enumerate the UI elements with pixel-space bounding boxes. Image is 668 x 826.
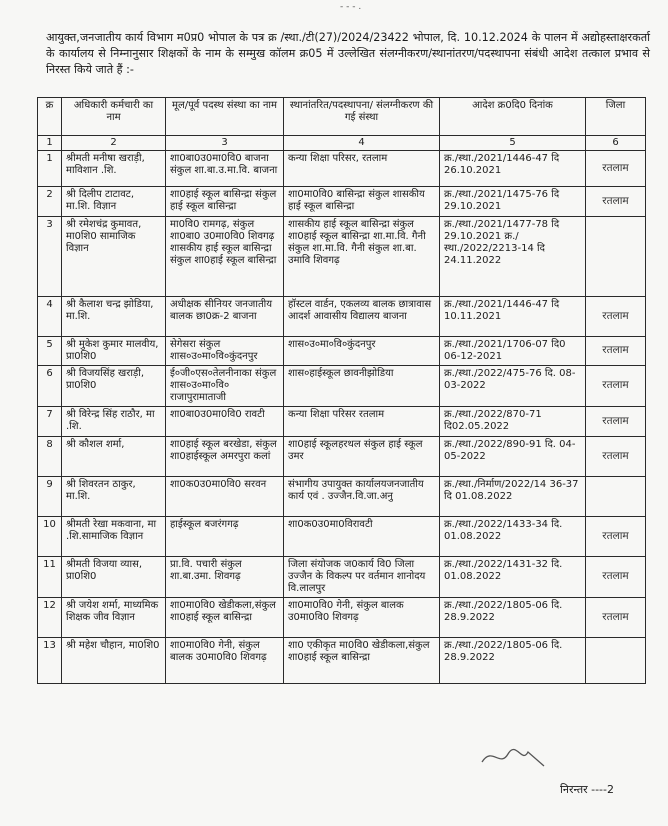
order-cell: क्र./स्था./2022/475-76 दि. 08-03-2022 (440, 366, 586, 407)
table-row (38, 517, 646, 557)
district-cell: रतलाम (586, 517, 646, 557)
table-header (38, 98, 646, 151)
table-row (38, 151, 646, 187)
original-institution-cell: शा0हाई स्कूल बासिन्द्रा संकुल हाई स्कूल बासिन्द्रा (166, 187, 284, 217)
transferred-institution-cell: शास०हाईस्कूल छावनीझोडिया (284, 366, 440, 407)
employee-name-cell: श्री मुकेश कुमार मालवीय, प्रा0शि0 (62, 337, 166, 366)
col-number: 4 (284, 136, 440, 151)
employee-name-cell: श्रीमती रेखा मकवाना, मा .शि.सामाजिक विज्ञान (62, 517, 166, 557)
serial-cell: 13 (38, 638, 62, 684)
table-row (38, 477, 646, 517)
intro-paragraph: आयुक्त,जनजातीय कार्य विभाग म0प्र0 भोपाल के पत्र क्र /स्था./टी(27)/2024/23422 भोपाल, दि. 10.12.2024 के पालन में अद्योहस्ताक्षरकर्ता के कार्यालय से निम्नानुसार शिक्षकों के नाम के सम्मुख कॉलम क्र05 में उल्लेखित संलग्नीकरण/स्थानांतरण/पदस्थापना संबंधी आदेश तत्काल प्रभाव से निरस्त किये जाते हैं :- (46, 31, 650, 76)
district-cell: रतलाम (586, 337, 646, 366)
table-row (38, 337, 646, 366)
table-body (38, 151, 646, 684)
serial-cell: 10 (38, 517, 62, 557)
original-institution-cell: शा0मा0वि0 गेनी, संकुल बालक उ0मा0वि0 शिवगढ़ (166, 638, 284, 684)
col-number: 6 (586, 136, 646, 151)
header-transferred-institution: स्थानांतरित/पदस्थापना/ संलग्नीकरण की गई संस्था (284, 98, 440, 136)
transferred-institution-cell: शा0मा0वि0 गेनी, संकुल बालक उ0मा0वि0 शिवगढ़ (284, 598, 440, 638)
district-cell: रतलाम (586, 366, 646, 407)
transferred-institution-cell: शास०उ०मा०वि०कुंदनपुर (284, 337, 440, 366)
serial-cell: 2 (38, 187, 62, 217)
original-institution-cell: ई०जी०एस०तेलनीनाका संकुल शास०उ०मा०वि० राजापुरामाताजी (166, 366, 284, 407)
order-cell: क्र./स्था./निर्माण/2022/14 36-37 दि 01.08.2022 (440, 477, 586, 517)
table-row (38, 437, 646, 477)
district-cell: रतलाम (586, 437, 646, 477)
table-row (38, 407, 646, 437)
serial-cell: 9 (38, 477, 62, 517)
header-order: आदेश क्र0दि0 दिनांक (440, 98, 586, 136)
district-cell: रतलाम (586, 557, 646, 598)
col-number: 5 (440, 136, 586, 151)
serial-cell: 6 (38, 366, 62, 407)
order-cell: क्र./स्था./2021/1477-78 दि 29.10.2021 क्र./स्था./2022/2213-14 दि 24.11.2022 (440, 217, 586, 297)
transferred-institution-cell: शा0 एकीकृत मा0वि0 खेडीकला,संकुल शा0हाई स्कूल बासिन्द्रा (284, 638, 440, 684)
employee-name-cell: श्री विजयसिंह खराड़ी, प्रा0शि0 (62, 366, 166, 407)
original-institution-cell: हाईस्कूल बजरंगगढ़ (166, 517, 284, 557)
header-district: जिला (586, 98, 646, 136)
table-row (38, 297, 646, 337)
employee-name-cell: श्री कैलाश चन्द्र झोडिया, मा.शि. (62, 297, 166, 337)
header-serial: क्र (38, 98, 62, 136)
serial-cell: 3 (38, 217, 62, 297)
employee-name-cell: श्री विरेन्द्र सिंह राठौर, मा .शि. (62, 407, 166, 437)
district-cell: रतलाम (586, 598, 646, 638)
district-cell (586, 477, 646, 517)
order-cell: क्र./स्था./2022/890-91 दि. 04-05-2022 (440, 437, 586, 477)
original-institution-cell: शा0बा0उ0मा0वि0 बाजना संकुल शा.बा.उ.मा.वि. बाजना (166, 151, 284, 187)
transferred-institution-cell: शा0मा0वि0 बासिन्द्रा संकुल शासकीय हाई स्कूल बासिन्द्रा (284, 187, 440, 217)
serial-cell: 5 (38, 337, 62, 366)
employee-name-cell: श्री रमेशचंद्र कुमावत, मा0शि0 सामाजिक विज्ञान (62, 217, 166, 297)
district-cell: रतलाम (586, 151, 646, 187)
transferred-institution-cell: हॉस्टल वार्डन, एकलव्य बालक छात्रावास आदर्श आवासीय विद्यालय बाजना (284, 297, 440, 337)
table-row (38, 598, 646, 638)
order-cell: क्र./स्था./2021/1446-47 दि 26.10.2021 (440, 151, 586, 187)
transferred-institution-cell: कन्या शिक्षा परिसर, रतलाम (284, 151, 440, 187)
original-institution-cell: प्रा.वि. पचारी संकुल शा.बा.उमा. शिवगढ़ (166, 557, 284, 598)
district-cell: रतलाम (586, 187, 646, 217)
employee-name-cell: श्री जयेश शर्मा, माध्यमिक शिक्षक जीव विज्ञान (62, 598, 166, 638)
employee-name-cell: श्री शिवरतन ठाकुर, मा.शि. (62, 477, 166, 517)
original-institution-cell: शा0क0उ0मा0वि0 सरवन (166, 477, 284, 517)
col-number: 2 (62, 136, 166, 151)
serial-cell: 12 (38, 598, 62, 638)
orders-table (37, 97, 646, 684)
table-row (38, 217, 646, 297)
serial-cell: 11 (38, 557, 62, 598)
table-row (38, 366, 646, 407)
signature-icon (478, 742, 548, 772)
table-row (38, 557, 646, 598)
order-cell: क्र./स्था./2022/1431-32 दि. 01.08.2022 (440, 557, 586, 598)
district-cell (586, 217, 646, 297)
column-number-row (38, 136, 646, 151)
table-row (38, 187, 646, 217)
district-cell (586, 638, 646, 684)
transferred-institution-cell: शासकीय हाई स्कूल बासिन्द्रा संकुल शा0हाई स्कूल बासिन्द्रा शा.मा.वि. गैनी संकुल शा.मा.वि. गैनी संकुल शा.बा. उमावि शिवगढ़ (284, 217, 440, 297)
header-name: अधिकारी कर्मचारी का नाम (62, 98, 166, 136)
order-cell: क्र./स्था./2021/1706-07 दि0 06-12-2021 (440, 337, 586, 366)
header-mark: - - - . (340, 2, 362, 12)
order-cell: क्र./स्था./2022/1433-34 दि. 01.08.2022 (440, 517, 586, 557)
transferred-institution-cell: जिला संयोजक ज0कार्य वि0 जिला उज्जैन के विकल्प पर वर्तमान शानोदय वि.लालपुर (284, 557, 440, 598)
transferred-institution-cell: शा0क0उ0मा0विरावटी (284, 517, 440, 557)
col-number: 3 (166, 136, 284, 151)
district-cell: रतलाम (586, 297, 646, 337)
transferred-institution-cell: कन्या शिक्षा परिसर रतलाम (284, 407, 440, 437)
district-cell: रतलाम (586, 407, 646, 437)
table-row (38, 638, 646, 684)
employee-name-cell: श्रीमती मनीषा खराड़ी, माविशान .शि. (62, 151, 166, 187)
employee-name-cell: श्रीमती विजया व्यास, प्रा0शि0 (62, 557, 166, 598)
employee-name-cell: श्री दिलीप टाटावट, मा.शि. विज्ञान (62, 187, 166, 217)
original-institution-cell: शा0बा0उ0मा0वि0 रावटी (166, 407, 284, 437)
col-number: 1 (38, 136, 62, 151)
employee-name-cell: श्री कौशल शर्मा, (62, 437, 166, 477)
continuation-note: निरन्तर ----2 (560, 783, 614, 796)
original-institution-cell: अधीक्षक सीनियर जनजातीय बालक छा0क्र-2 बाजना (166, 297, 284, 337)
order-cell: क्र./स्था./2022/1805-06 दि. 28.9.2022 (440, 638, 586, 684)
original-institution-cell: मा0वि0 रामगढ़, संकुल शा0बा0 उ0मा0वि0 शिवगढ़ शासकीय हाई स्कूल बासिन्द्रा संकुल शा0हाई स्कूल बासिन्द्रा (166, 217, 284, 297)
header-original-institution: मूल/पूर्व पदस्थ संस्था का नाम (166, 98, 284, 136)
serial-cell: 1 (38, 151, 62, 187)
order-cell: क्र./स्था./2021/1475-76 दि 29.10.2021 (440, 187, 586, 217)
original-institution-cell: सेगेसरा संकुल शास०उ०मा०वि०कुंदनपुर (166, 337, 284, 366)
serial-cell: 4 (38, 297, 62, 337)
order-cell: क्र./स्था./2022/1805-06 दि. 28.9.2022 (440, 598, 586, 638)
transferred-institution-cell: संभागीय उपायुक्त कार्यालयजनजातीय कार्य एवं . उज्जैन.वि.जा.अनु (284, 477, 440, 517)
serial-cell: 8 (38, 437, 62, 477)
transferred-institution-cell: शा0हाई स्कूलहरथल संकुल हाई स्कूल उमर (284, 437, 440, 477)
original-institution-cell: शा0हाई स्कूल बरखेडा, संकुल शा0हाईस्कूल अमरपुरा कलां (166, 437, 284, 477)
order-cell: क्र./स्था./2022/870-71 दि02.05.2022 (440, 407, 586, 437)
employee-name-cell: श्री महेश चौहान, मा0शि0 (62, 638, 166, 684)
order-cell: क्र./स्था./2021/1446-47 दि 10.11.2021 (440, 297, 586, 337)
serial-cell: 7 (38, 407, 62, 437)
original-institution-cell: शा0मा0वि0 खेडीकला,संकुल शा0हाई स्कूल बासिन्द्रा (166, 598, 284, 638)
